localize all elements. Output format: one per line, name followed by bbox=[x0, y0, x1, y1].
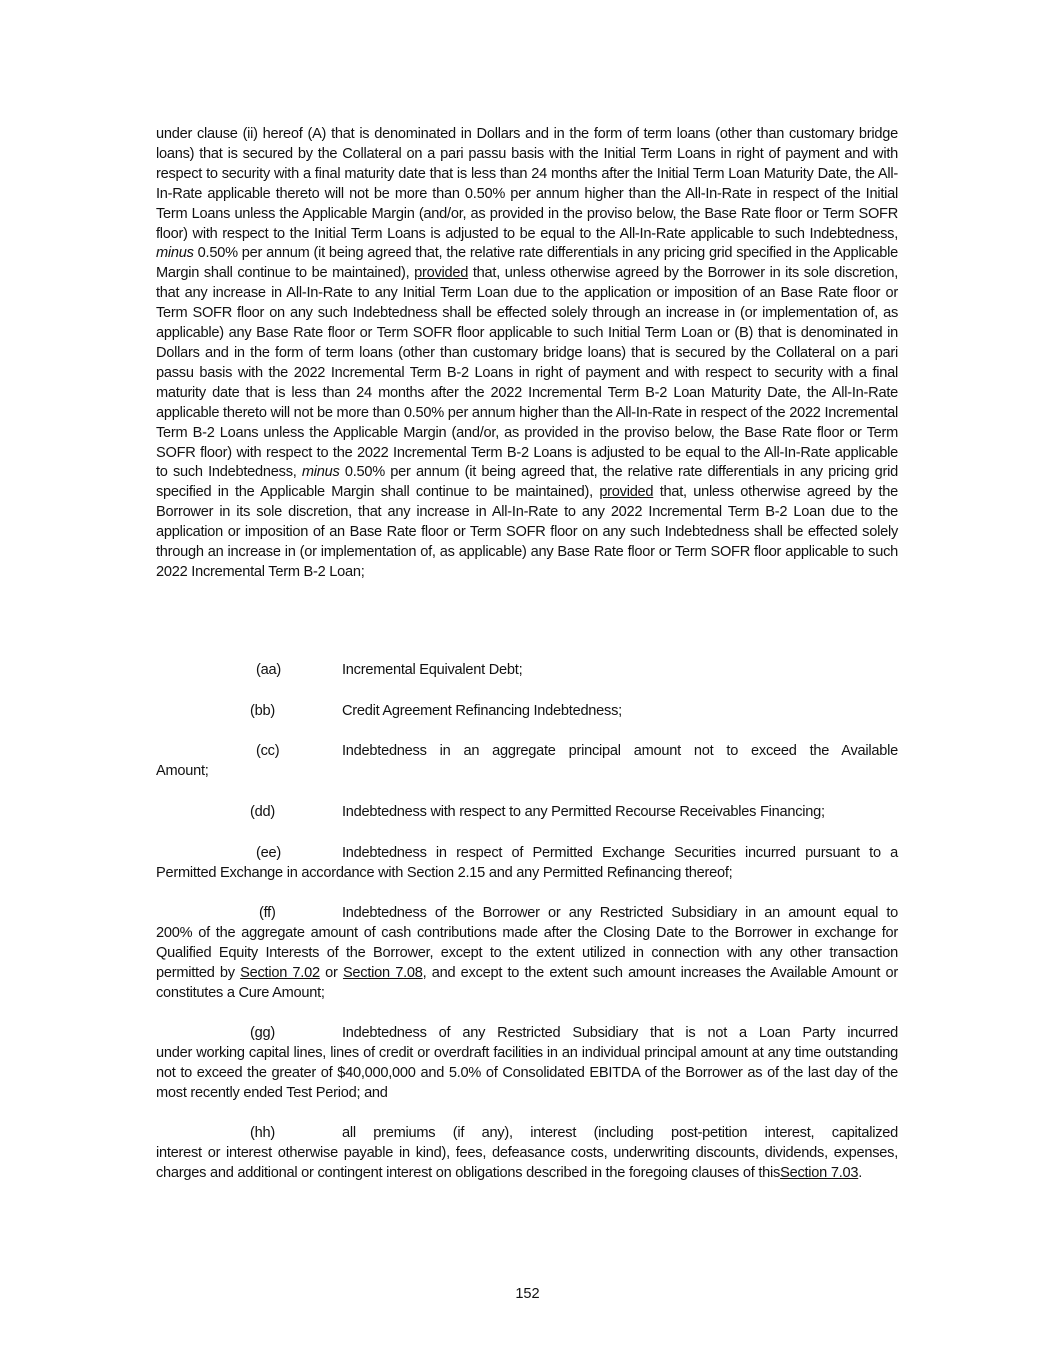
clause-ff-or: or bbox=[325, 964, 338, 981]
lead-text-4: 0.50% per annum (it being agreed that, the relative rate differentials in any pricing grid specified in the Applicable Margin shall continue to be maintained), bbox=[156, 464, 898, 501]
lead-paragraph bbox=[156, 125, 898, 583]
clause-gg-label: (gg) bbox=[250, 1025, 275, 1041]
section-7-02-link[interactable]: Section 7.02 bbox=[240, 964, 320, 981]
clause-gg-continuation: under working capital lines, lines of credit or overdraft facilities in an individual principal amount at any time outstanding not to exceed the greater of $40,000,000 and 5.0% of Consolidated EBITDA of the Borrower as of the last day of the most recently ended Test Period; and bbox=[156, 1044, 898, 1101]
clause-aa-text: Incremental Equivalent Debt; bbox=[342, 662, 523, 678]
provided-term-1: provided bbox=[414, 265, 469, 282]
clause-dd-text: Indebtedness with respect to any Permitted Recourse Receivables Financing; bbox=[342, 804, 825, 820]
clause-ff bbox=[156, 904, 898, 1004]
clause-ee-text: Indebtedness in respect of Permitted Exchange Securities incurred pursuant to a bbox=[342, 845, 898, 861]
clause-ee-continuation: Permitted Exchange in accordance with Section 2.15 and any Permitted Refinancing thereof; bbox=[156, 864, 733, 881]
clause-cc-text: Indebtedness in an aggregate principal amount not to exceed the Available bbox=[342, 743, 898, 759]
section-7-08-link[interactable]: Section 7.08 bbox=[342, 964, 423, 981]
clause-dd bbox=[156, 803, 898, 823]
section-7-03-link[interactable]: Section 7.03 bbox=[780, 1164, 859, 1181]
clause-aa bbox=[156, 661, 898, 681]
page-number: 152 bbox=[515, 1286, 540, 1302]
clause-hh-text: all premiums (if any), interest (including post-petition interest, capitalized bbox=[342, 1125, 898, 1141]
clause-ee bbox=[156, 844, 898, 884]
clause-dd-label: (dd) bbox=[250, 804, 275, 820]
lead-text-1: under clause (ii) hereof (A) that is denominated in Dollars and in the form of term loans (other than customary bridge loans) that is secured by the Collateral on a pari passu basis with the Initial Term Loans in right of payment and with respect to security with a final maturity date that is less than 24 months after the Initial Term Loan Maturity Date, the All-In-Rate applicable thereto will not be more than 0.50% per annum higher than the All-In-Rate in respect of the Initial Term Loans unless the Applicable Margin (and/or, as provided in the proviso below, the Base Rate floor or Term SOFR floor) with respect to the Initial Term Loans is adjusted to be equal to the All-In-Rate applicable to such Indebtedness, bbox=[156, 126, 898, 242]
clause-ee-label: (ee) bbox=[256, 845, 281, 861]
clause-ff-text: Indebtedness of the Borrower or any Restricted Subsidiary in an amount equal to bbox=[342, 905, 898, 921]
lead-text-5: that, unless otherwise agreed by the Borrower in its sole discretion, that any increase in All-In-Rate to any 2022 Incremental Term B-2 Loan due to the application or imposition of an Base Rate floor or Term SOFR floor on any such Indebtedness shall be effected solely through an increase in (or implementation of, as applicable) any Base Rate floor or Term SOFR floor applicable to such 2022 Incremental Term B-2 Loan; bbox=[156, 484, 898, 580]
clause-cc-label: (cc) bbox=[256, 743, 280, 759]
clause-gg-text: Indebtedness of any Restricted Subsidiary that is not a Loan Party incurred bbox=[342, 1025, 898, 1041]
lead-text-2: 0.50% per annum (it being agreed that, the relative rate differentials in any pricing grid specified in the Applicable Margin shall continue to be maintained), bbox=[156, 245, 898, 282]
clause-bb-label: (bb) bbox=[250, 703, 275, 719]
clause-hh-continuation-b: . bbox=[858, 1164, 863, 1181]
clause-cc-continuation: Amount; bbox=[156, 762, 209, 779]
provided-term-2: provided bbox=[599, 484, 654, 501]
clause-hh-continuation-a: interest or interest otherwise payable in kind), fees, defeasance costs, underwriting discounts, dividends, expenses, charges and additional or contingent interest on obligations described in the foregoing clauses of this bbox=[156, 1144, 898, 1181]
clause-ff-continuation-a: 200% of the aggregate amount of cash contributions made after the Closing Date to the Borrower in exchange for Qualified Equity Interests of the Borrower, except to the extent utilized in connection with any other transaction permitted by bbox=[156, 924, 898, 981]
minus-term-2: minus bbox=[301, 464, 340, 481]
clause-bb-text: Credit Agreement Refinancing Indebtedness; bbox=[342, 703, 622, 719]
clause-ff-continuation-b: , and except to the extent such amount increases the Available Amount or constitutes a Cure Amount; bbox=[156, 964, 898, 1001]
minus-term-1: minus bbox=[156, 245, 194, 262]
clause-ff-label: (ff) bbox=[259, 905, 276, 921]
clause-hh-label: (hh) bbox=[250, 1125, 275, 1141]
clause-gg bbox=[156, 1024, 898, 1104]
clause-aa-label: (aa) bbox=[256, 662, 281, 678]
clause-hh bbox=[156, 1124, 898, 1184]
clause-bb bbox=[156, 702, 898, 722]
clause-cc bbox=[156, 742, 898, 782]
lead-text-3: that, unless otherwise agreed by the Borrower in its sole discretion, that any increase in All-In-Rate to any Initial Term Loan due to the application or imposition of an Base Rate floor or Term SOFR floor on any such Indebtedness shall be effected solely through an increase in (or implementation of, as applicable) any Base Rate floor or Term SOFR floor applicable to such Initial Term Loan or (B) that is denominated in Dollars and in the form of term loans (other than customary bridge loans) that is secured by the Collateral on a pari passu basis with the 2022 Incremental Term B-2 Loans in right of payment and with respect to security with a final maturity date that is less than 24 months after the 2022 Incremental Term B-2 Loan Maturity Date, the All-In-Rate applicable thereto will not be more than 0.50% per annum higher than the All-In-Rate in respect of the 2022 Incremental Term B-2 Loans unless the Applicable Margin (and/or, as provided in the proviso below, the Base Rate floor or Term SOFR floor) with respect to the 2022 Incremental Term B-2 Loans is adjusted to be equal to the All-In-Rate applicable to such Indebtedness, bbox=[156, 265, 898, 481]
